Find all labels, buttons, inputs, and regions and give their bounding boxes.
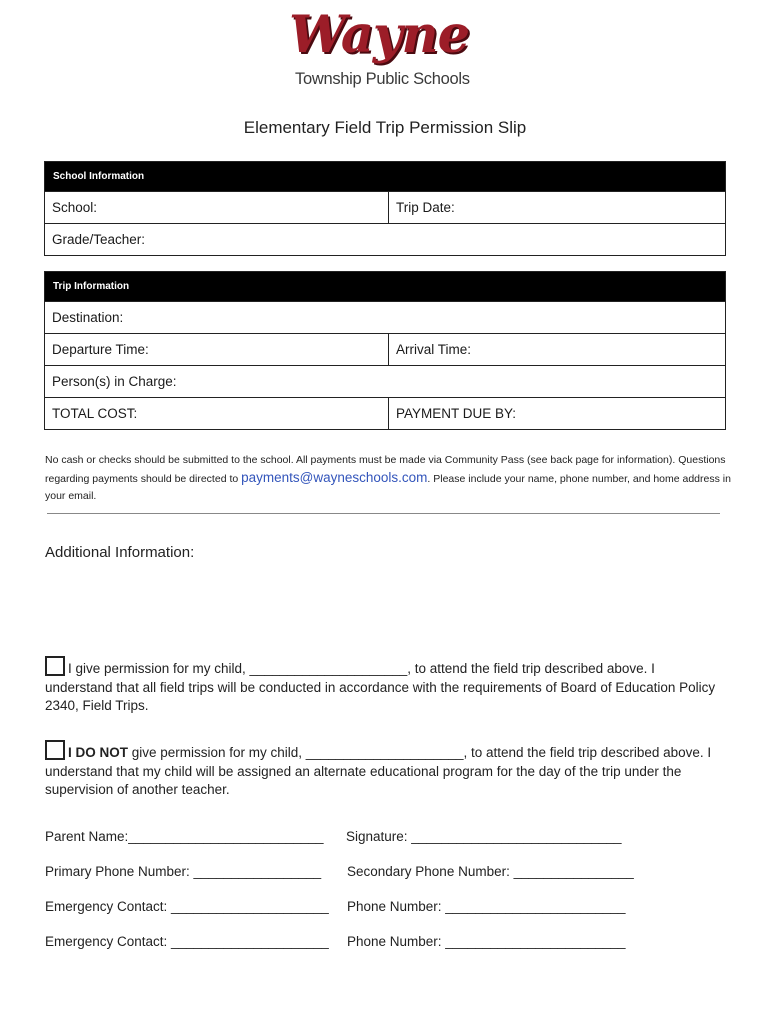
school-field[interactable]: School: bbox=[45, 192, 389, 223]
arrival-time-field[interactable]: Arrival Time: bbox=[396, 342, 472, 357]
school-information-header: School Information bbox=[45, 162, 725, 191]
grade-teacher-field[interactable]: Grade/Teacher: bbox=[52, 232, 146, 247]
phone-number-1-field[interactable]: Phone Number: ________________________ bbox=[347, 899, 626, 914]
permission-yes bbox=[45, 656, 725, 716]
permission-no-checkbox[interactable] bbox=[45, 740, 65, 760]
page-title: Elementary Field Trip Permission Slip bbox=[243, 118, 527, 137]
secondary-phone-field[interactable]: Secondary Phone Number: ________________ bbox=[347, 864, 634, 879]
emergency-contact-2-field[interactable]: Emergency Contact: _____________________ bbox=[45, 934, 329, 949]
cost-row bbox=[45, 397, 725, 429]
payments-email-link[interactable]: payments@wayneschools.com bbox=[241, 470, 428, 485]
school-row bbox=[45, 191, 725, 223]
payment-note-text-2: . Please include your name, phone number, and home address in your email. bbox=[45, 473, 731, 502]
primary-phone-field[interactable]: Primary Phone Number: _________________ bbox=[45, 864, 322, 879]
signature-field[interactable]: Signature: ____________________________ bbox=[346, 829, 622, 844]
permission-yes-checkbox[interactable] bbox=[45, 656, 65, 676]
permission-no-text: give permission for my child, _____________________, to attend the field trip described above. I understand that my child will be assigned an alternate educational program for the day of the trip under the supervision of another teacher. bbox=[45, 745, 712, 797]
persons-in-charge-field[interactable]: Person(s) in Charge: bbox=[52, 374, 177, 389]
payment-note-text-1: No cash or checks should be submitted to the school. All payments must be made via Community Pass (see back page for information). Questions regarding payments should be directed to bbox=[45, 454, 726, 485]
destination-field[interactable]: Destination: bbox=[52, 310, 124, 325]
emergency-contact-1-field[interactable]: Emergency Contact: _____________________ bbox=[45, 899, 329, 914]
logo-subtitle: Township Public Schools bbox=[295, 70, 470, 88]
times-row bbox=[45, 333, 725, 365]
permission-yes-text: I give permission for my child, _____________________, to attend the field trip described above. I understand that all field trips will be conducted in accordance with the requirements of Board of Education Policy 2340, Field Trips. bbox=[45, 661, 716, 713]
payment-due-field[interactable]: PAYMENT DUE BY: bbox=[396, 406, 517, 421]
school-information-section bbox=[44, 161, 726, 256]
trip-information-section bbox=[44, 271, 726, 430]
parent-name-field[interactable]: Parent Name:__________________________ bbox=[45, 829, 324, 844]
section-divider bbox=[47, 513, 720, 514]
payment-note bbox=[45, 452, 735, 505]
grade-row bbox=[45, 223, 725, 255]
permission-no-bold: I DO NOT bbox=[68, 745, 128, 760]
trip-information-header: Trip Information bbox=[45, 272, 725, 301]
additional-information-label: Additional Information: bbox=[45, 544, 195, 561]
phone-number-2-field[interactable]: Phone Number: ________________________ bbox=[347, 934, 626, 949]
persons-row bbox=[45, 365, 725, 397]
permission-no bbox=[45, 740, 725, 800]
departure-time-field[interactable]: Departure Time: bbox=[45, 334, 389, 365]
district-logo bbox=[289, 6, 479, 90]
total-cost-field[interactable]: TOTAL COST: bbox=[45, 398, 389, 429]
logo-wordmark: Wayne bbox=[289, 5, 470, 65]
destination-row bbox=[45, 301, 725, 333]
trip-date-field[interactable]: Trip Date: bbox=[396, 200, 455, 215]
